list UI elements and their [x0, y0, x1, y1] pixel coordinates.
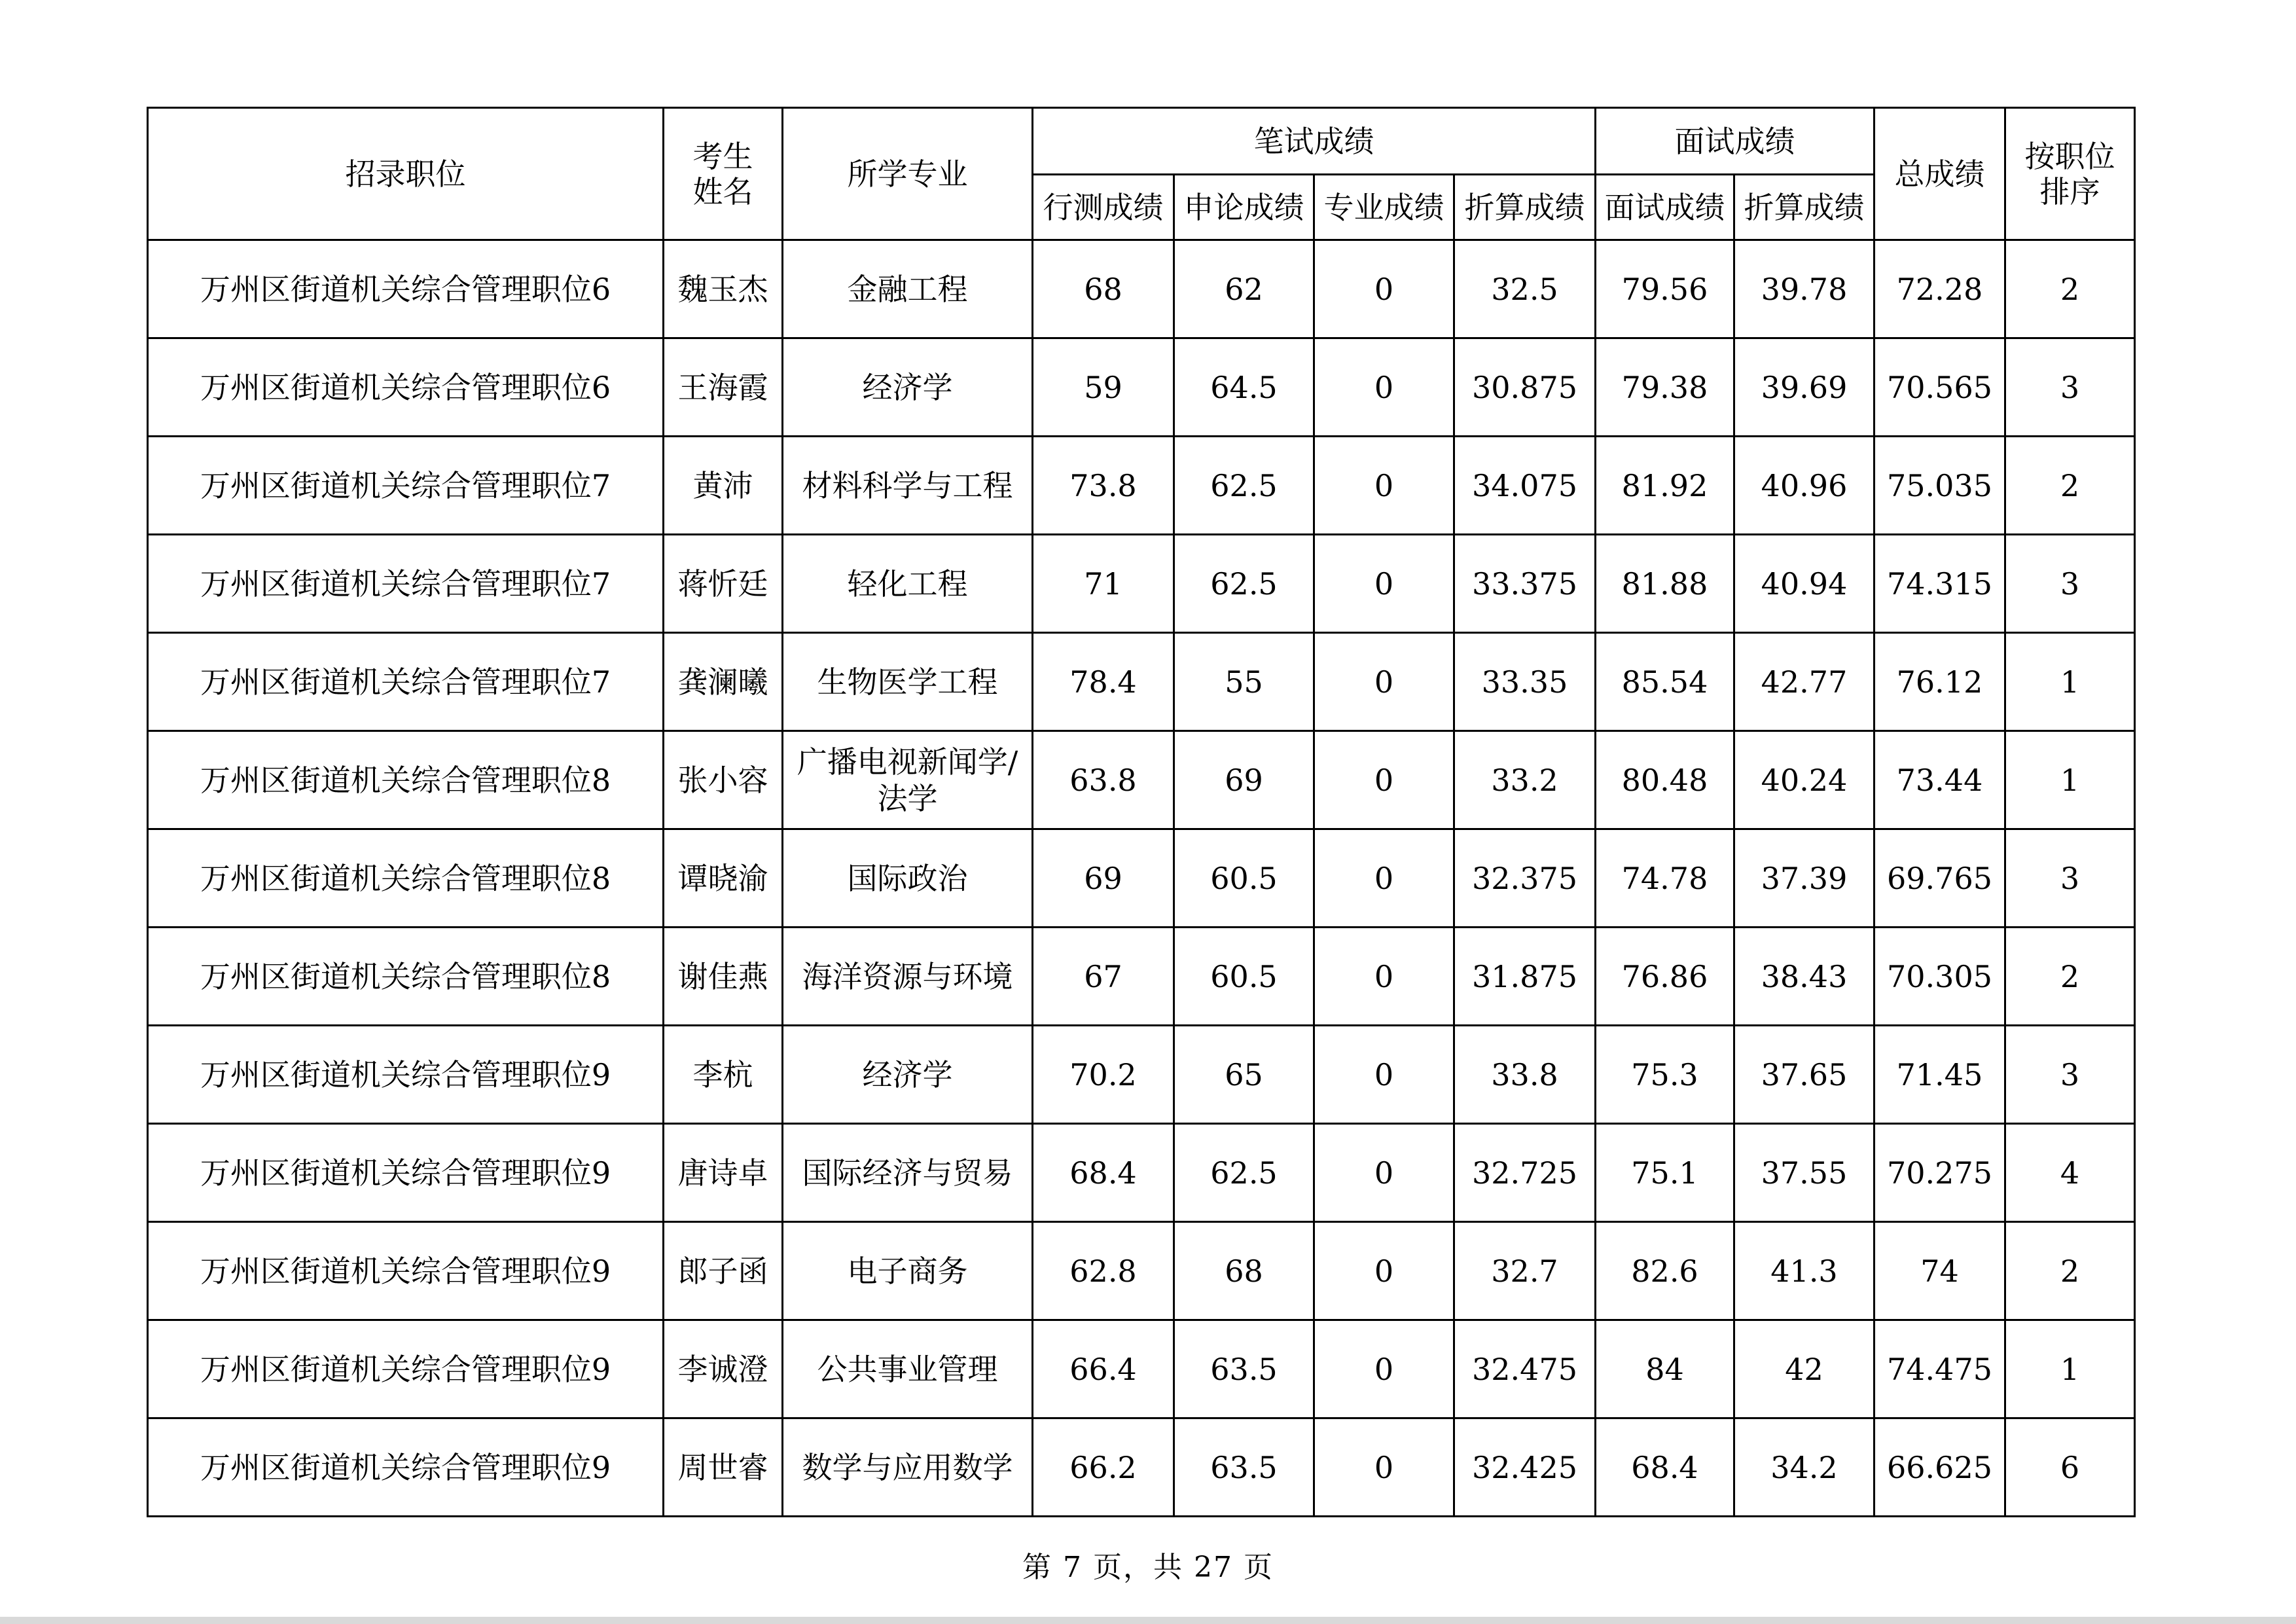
table-row — [148, 1026, 2135, 1124]
cell-interview: 85.54 — [1596, 633, 1734, 731]
cell-interview-converted: 37.55 — [1734, 1124, 1874, 1222]
cell-written-converted: 34.075 — [1454, 437, 1596, 535]
cell-name: 唐诗卓 — [664, 1124, 783, 1222]
cell-shenlun: 60.5 — [1174, 829, 1314, 928]
cell-total: 66.625 — [1874, 1418, 2005, 1517]
cell-rank: 3 — [2005, 535, 2135, 633]
cell-name: 张小容 — [664, 731, 783, 829]
header-position: 招录职位 — [148, 108, 664, 240]
cell-position: 万州区街道机关综合管理职位6 — [148, 338, 664, 437]
cell-written-converted: 31.875 — [1454, 928, 1596, 1026]
cell-total: 69.765 — [1874, 829, 2005, 928]
cell-rank: 2 — [2005, 1222, 2135, 1320]
score-table-body — [148, 240, 2135, 1517]
header-zhuanye: 专业成绩 — [1314, 175, 1454, 240]
cell-total: 73.44 — [1874, 731, 2005, 829]
cell-interview: 79.56 — [1596, 240, 1734, 338]
header-interview-group: 面试成绩 — [1596, 108, 1874, 175]
score-table — [147, 107, 2136, 1517]
cell-interview: 81.88 — [1596, 535, 1734, 633]
table-row — [148, 437, 2135, 535]
cell-position: 万州区街道机关综合管理职位7 — [148, 535, 664, 633]
cell-interview-converted: 41.3 — [1734, 1222, 1874, 1320]
cell-written-converted: 33.375 — [1454, 535, 1596, 633]
cell-total: 70.565 — [1874, 338, 2005, 437]
cell-position: 万州区街道机关综合管理职位9 — [148, 1026, 664, 1124]
cell-position: 万州区街道机关综合管理职位7 — [148, 437, 664, 535]
cell-name: 龚澜曦 — [664, 633, 783, 731]
cell-interview-converted: 39.78 — [1734, 240, 1874, 338]
cell-written-converted: 32.475 — [1454, 1320, 1596, 1418]
cell-shenlun: 62.5 — [1174, 437, 1314, 535]
cell-name: 谢佳燕 — [664, 928, 783, 1026]
cell-rank: 1 — [2005, 731, 2135, 829]
cell-major: 数学与应用数学 — [783, 1418, 1033, 1517]
cell-interview: 75.1 — [1596, 1124, 1734, 1222]
header-written-converted: 折算成绩 — [1454, 175, 1596, 240]
cell-total: 72.28 — [1874, 240, 2005, 338]
cell-rank: 3 — [2005, 829, 2135, 928]
cell-shenlun: 63.5 — [1174, 1320, 1314, 1418]
cell-interview-converted: 40.24 — [1734, 731, 1874, 829]
header-name — [664, 108, 783, 240]
cell-interview-converted: 37.65 — [1734, 1026, 1874, 1124]
cell-major: 经济学 — [783, 1026, 1033, 1124]
header-interview-score: 面试成绩 — [1596, 175, 1734, 240]
cell-zhuanye: 0 — [1314, 928, 1454, 1026]
cell-interview-converted: 34.2 — [1734, 1418, 1874, 1517]
cell-shenlun: 63.5 — [1174, 1418, 1314, 1517]
cell-interview: 79.38 — [1596, 338, 1734, 437]
table-row — [148, 1222, 2135, 1320]
cell-position: 万州区街道机关综合管理职位9 — [148, 1222, 664, 1320]
cell-total: 71.45 — [1874, 1026, 2005, 1124]
cell-zhuanye: 0 — [1314, 437, 1454, 535]
cell-xingce: 66.2 — [1033, 1418, 1174, 1517]
cell-written-converted: 33.8 — [1454, 1026, 1596, 1124]
cell-interview-converted: 40.94 — [1734, 535, 1874, 633]
cell-position: 万州区街道机关综合管理职位8 — [148, 731, 664, 829]
cell-shenlun: 62 — [1174, 240, 1314, 338]
cell-position: 万州区街道机关综合管理职位9 — [148, 1418, 664, 1517]
cell-shenlun: 69 — [1174, 731, 1314, 829]
cell-major: 生物医学工程 — [783, 633, 1033, 731]
header-interview-converted: 折算成绩 — [1734, 175, 1874, 240]
cell-rank: 3 — [2005, 1026, 2135, 1124]
table-row — [148, 240, 2135, 338]
table-row — [148, 1320, 2135, 1418]
cell-zhuanye: 0 — [1314, 240, 1454, 338]
cell-zhuanye: 0 — [1314, 1418, 1454, 1517]
cell-position: 万州区街道机关综合管理职位9 — [148, 1320, 664, 1418]
cell-rank: 2 — [2005, 928, 2135, 1026]
cell-name: 李杭 — [664, 1026, 783, 1124]
header-written-group: 笔试成绩 — [1033, 108, 1596, 175]
cell-zhuanye: 0 — [1314, 1320, 1454, 1418]
cell-total: 70.305 — [1874, 928, 2005, 1026]
cell-written-converted: 32.7 — [1454, 1222, 1596, 1320]
cell-xingce: 68.4 — [1033, 1124, 1174, 1222]
cell-position: 万州区街道机关综合管理职位6 — [148, 240, 664, 338]
cell-written-converted: 32.375 — [1454, 829, 1596, 928]
cell-major: 国际经济与贸易 — [783, 1124, 1033, 1222]
cell-name: 蒋忻廷 — [664, 535, 783, 633]
cell-zhuanye: 0 — [1314, 829, 1454, 928]
cell-xingce: 63.8 — [1033, 731, 1174, 829]
cell-name: 李诚澄 — [664, 1320, 783, 1418]
cell-interview-converted: 39.69 — [1734, 338, 1874, 437]
header-shenlun: 申论成绩 — [1174, 175, 1314, 240]
table-row — [148, 535, 2135, 633]
header-rank-line1: 按职位 — [2024, 138, 2115, 174]
cell-zhuanye: 0 — [1314, 1222, 1454, 1320]
cell-name: 魏玉杰 — [664, 240, 783, 338]
cell-written-converted: 32.725 — [1454, 1124, 1596, 1222]
header-name-line1: 考生 — [692, 138, 753, 174]
cell-rank: 6 — [2005, 1418, 2135, 1517]
cell-xingce: 69 — [1033, 829, 1174, 928]
cell-name: 王海霞 — [664, 338, 783, 437]
cell-total: 74.475 — [1874, 1320, 2005, 1418]
cell-xingce: 68 — [1033, 240, 1174, 338]
cell-position: 万州区街道机关综合管理职位8 — [148, 928, 664, 1026]
header-row-1 — [148, 108, 2135, 175]
cell-written-converted: 30.875 — [1454, 338, 1596, 437]
cell-major: 经济学 — [783, 338, 1033, 437]
cell-position: 万州区街道机关综合管理职位8 — [148, 829, 664, 928]
cell-xingce: 78.4 — [1033, 633, 1174, 731]
cell-interview: 81.92 — [1596, 437, 1734, 535]
cell-xingce: 71 — [1033, 535, 1174, 633]
cell-rank: 4 — [2005, 1124, 2135, 1222]
cell-zhuanye: 0 — [1314, 633, 1454, 731]
cell-position: 万州区街道机关综合管理职位9 — [148, 1124, 664, 1222]
cell-name: 郎子函 — [664, 1222, 783, 1320]
cell-shenlun: 62.5 — [1174, 1124, 1314, 1222]
cell-interview-converted: 37.39 — [1734, 829, 1874, 928]
cell-total: 74 — [1874, 1222, 2005, 1320]
cell-interview-converted: 42.77 — [1734, 633, 1874, 731]
cell-interview: 76.86 — [1596, 928, 1734, 1026]
page-number-footer: 第 7 页，共 27 页 — [1022, 1551, 1274, 1584]
cell-shenlun: 64.5 — [1174, 338, 1314, 437]
cell-major: 轻化工程 — [783, 535, 1033, 633]
cell-zhuanye: 0 — [1314, 535, 1454, 633]
cell-total: 70.275 — [1874, 1124, 2005, 1222]
header-rank-line2: 排序 — [2039, 173, 2100, 209]
cell-xingce: 62.8 — [1033, 1222, 1174, 1320]
cell-major: 公共事业管理 — [783, 1320, 1033, 1418]
cell-rank: 1 — [2005, 1320, 2135, 1418]
table-row — [148, 338, 2135, 437]
cell-xingce: 66.4 — [1033, 1320, 1174, 1418]
cell-interview: 74.78 — [1596, 829, 1734, 928]
cell-name: 周世睿 — [664, 1418, 783, 1517]
header-major: 所学专业 — [783, 108, 1033, 240]
cell-shenlun: 60.5 — [1174, 928, 1314, 1026]
cell-zhuanye: 0 — [1314, 731, 1454, 829]
cell-written-converted: 33.35 — [1454, 633, 1596, 731]
cell-interview-converted: 42 — [1734, 1320, 1874, 1418]
table-row — [148, 1418, 2135, 1517]
cell-shenlun: 65 — [1174, 1026, 1314, 1124]
cell-major: 电子商务 — [783, 1222, 1033, 1320]
cell-interview-converted: 38.43 — [1734, 928, 1874, 1026]
cell-written-converted: 33.2 — [1454, 731, 1596, 829]
cell-zhuanye: 0 — [1314, 1124, 1454, 1222]
cell-interview: 82.6 — [1596, 1222, 1734, 1320]
cell-zhuanye: 0 — [1314, 338, 1454, 437]
cell-total: 75.035 — [1874, 437, 2005, 535]
cell-rank: 2 — [2005, 240, 2135, 338]
cell-name: 黄沛 — [664, 437, 783, 535]
cell-total: 76.12 — [1874, 633, 2005, 731]
cell-interview: 80.48 — [1596, 731, 1734, 829]
cell-interview-converted: 40.96 — [1734, 437, 1874, 535]
header-total: 总成绩 — [1874, 108, 2005, 240]
cell-interview: 68.4 — [1596, 1418, 1734, 1517]
cell-name: 谭晓渝 — [664, 829, 783, 928]
cell-rank: 2 — [2005, 437, 2135, 535]
cell-xingce: 59 — [1033, 338, 1174, 437]
cell-written-converted: 32.5 — [1454, 240, 1596, 338]
cell-xingce: 67 — [1033, 928, 1174, 1026]
cell-major: 国际政治 — [783, 829, 1033, 928]
cell-total: 74.315 — [1874, 535, 2005, 633]
cell-major: 材料科学与工程 — [783, 437, 1033, 535]
cell-rank: 3 — [2005, 338, 2135, 437]
table-row — [148, 928, 2135, 1026]
cell-major: 广播电视新闻学/法学 — [783, 731, 1033, 829]
page-bottom-edge — [0, 1617, 2296, 1624]
cell-position: 万州区街道机关综合管理职位7 — [148, 633, 664, 731]
cell-xingce: 73.8 — [1033, 437, 1174, 535]
cell-interview: 84 — [1596, 1320, 1734, 1418]
cell-major: 金融工程 — [783, 240, 1033, 338]
cell-shenlun: 68 — [1174, 1222, 1314, 1320]
cell-interview: 75.3 — [1596, 1026, 1734, 1124]
table-row — [148, 633, 2135, 731]
header-name-line2: 姓名 — [692, 173, 753, 209]
table-row — [148, 829, 2135, 928]
header-xingce: 行测成绩 — [1033, 175, 1174, 240]
cell-written-converted: 32.425 — [1454, 1418, 1596, 1517]
cell-rank: 1 — [2005, 633, 2135, 731]
header-rank — [2005, 108, 2135, 240]
cell-shenlun: 55 — [1174, 633, 1314, 731]
table-row — [148, 1124, 2135, 1222]
cell-zhuanye: 0 — [1314, 1026, 1454, 1124]
cell-shenlun: 62.5 — [1174, 535, 1314, 633]
cell-major: 海洋资源与环境 — [783, 928, 1033, 1026]
table-row — [148, 731, 2135, 829]
cell-xingce: 70.2 — [1033, 1026, 1174, 1124]
